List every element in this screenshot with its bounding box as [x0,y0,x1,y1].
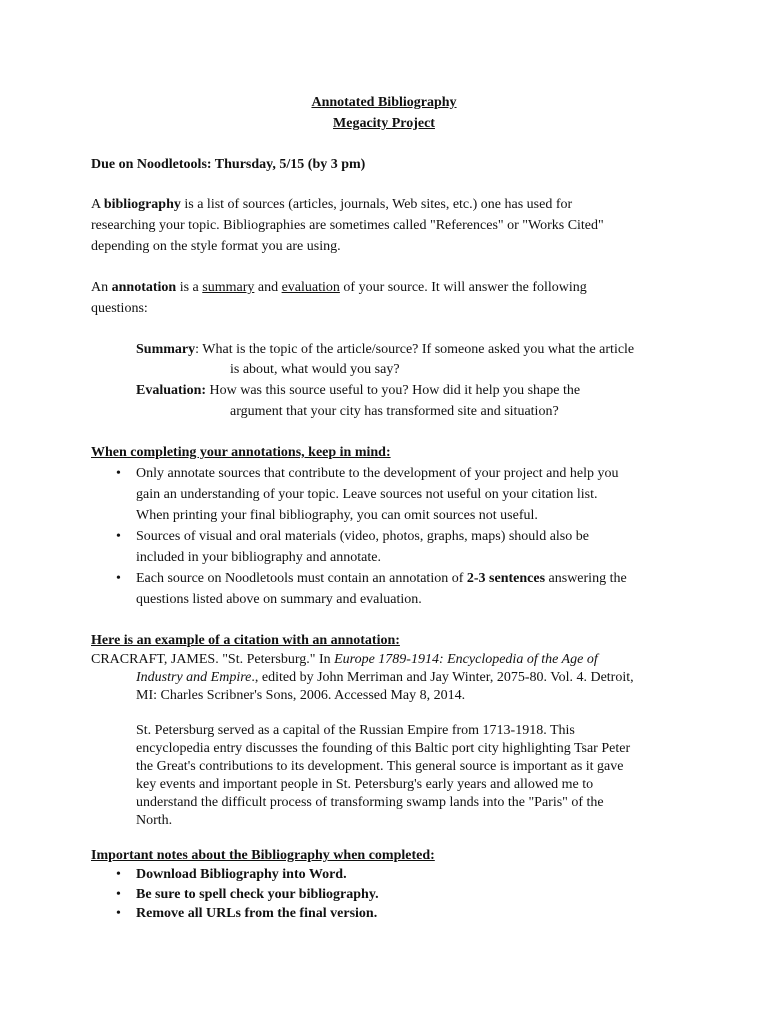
bullet-icon: • [116,466,121,481]
summary-term: summary [202,280,255,295]
bibliography-definition-line2: researching your topic. Bibliographies are sometimes called "References" or "Works Cited" [91,218,604,233]
due-date-line: Due on Noodletools: Thursday, 5/15 (by 3 pm) [91,157,366,172]
example-annotation-line4: key events and important people in St. Petersburg's early years and allowed me to [136,777,594,792]
text: answering the [545,571,627,586]
book-title: Europe 1789-1914: Encyclopedia of the Age of [334,652,598,667]
keep-in-mind-heading: When completing your annotations, keep in mind: [91,445,391,460]
evaluation-question-line2: argument that your city has transformed site and situation? [230,404,559,419]
keep-in-mind-item-1-line2: gain an understanding of your topic. Leave sources not useful on your citation list. [136,487,598,502]
text: A [91,197,104,212]
annotation-definition-line1 [91,277,587,298]
keep-in-mind-item-1-line1: Only annotate sources that contribute to the development of your project and help you [136,466,619,481]
annotation-term: annotation [111,280,177,295]
example-annotation-line1: St. Petersburg served as a capital of the Russian Empire from 1713-1918. This [136,723,575,738]
text: Each source on Noodletools must contain an annotation of [136,571,467,586]
example-heading: Here is an example of a citation with an annotation: [91,633,400,648]
document-title: Annotated Bibliography [311,95,457,110]
example-annotation-line2: encyclopedia entry discusses the founding of this Baltic port city highlighting Tsar Peter [136,741,631,756]
bullet-icon: • [116,887,121,902]
bullet-icon: • [116,867,121,882]
notes-item-1: Download Bibliography into Word. [136,867,347,882]
citation-line3: MI: Charles Scribner's Sons, 2006. Accessed May 8, 2014. [136,688,466,703]
example-annotation-line6: North. [136,813,173,828]
bibliography-term: bibliography [103,197,181,212]
example-annotation-line5: understand the difficult process of transforming swamp lands into the "Paris" of the [136,795,604,810]
summary-question-line1 [136,339,634,360]
citation-line2 [136,669,634,688]
keep-in-mind-item-1-line3: When printing your final bibliography, you can omit sources not useful. [136,508,538,523]
bullet-icon: • [116,571,121,586]
book-title: Industry and Empire [136,670,252,685]
evaluation-term: evaluation [281,280,340,295]
evaluation-label: Evaluation: [136,383,207,398]
bibliography-definition-line1 [91,194,572,215]
citation-line1 [91,651,598,670]
notes-item-3: Remove all URLs from the final version. [136,906,378,921]
document-subtitle: Megacity Project [333,116,435,131]
keep-in-mind-item-2-line1: Sources of visual and oral materials (video, photos, graphs, maps) should also be [136,529,589,544]
keep-in-mind-item-3-line1 [136,568,627,589]
bullet-icon: • [116,529,121,544]
text: and [254,280,282,295]
keep-in-mind-item-2-line2: included in your bibliography and annotate. [136,550,381,565]
notes-item-2: Be sure to spell check your bibliography. [136,887,379,902]
text: : What is the topic of the article/source? If someone asked you what the article [195,342,635,357]
evaluation-question-line1 [136,380,580,401]
text: An [91,280,112,295]
keep-in-mind-item-3-line2: questions listed above on summary and evaluation. [136,592,422,607]
text: How was this source useful to you? How did it help you shape the [206,383,581,398]
text: CRACRAFT, JAMES. "St. Petersburg." In [91,652,335,667]
summary-question-line2: is about, what would you say? [230,362,400,377]
bullet-icon: • [116,906,121,921]
summary-label: Summary [136,342,196,357]
text: of your source. It will answer the following [339,280,587,295]
example-annotation-line3: the Great's contributions to its development. This general source is important as it gave [136,759,624,774]
bibliography-definition-line3: depending on the style format you are using. [91,239,341,254]
text: is a [176,280,203,295]
sentence-count: 2-3 sentences [466,571,546,586]
notes-heading: Important notes about the Bibliography when completed: [91,848,435,863]
annotation-definition-line2: questions: [91,301,148,316]
text: is a list of sources (articles, journals, Web sites, etc.) one has used for [180,197,573,212]
text: ., edited by John Merriman and Jay Winter, 2075-80. Vol. 4. Detroit, [251,670,634,685]
